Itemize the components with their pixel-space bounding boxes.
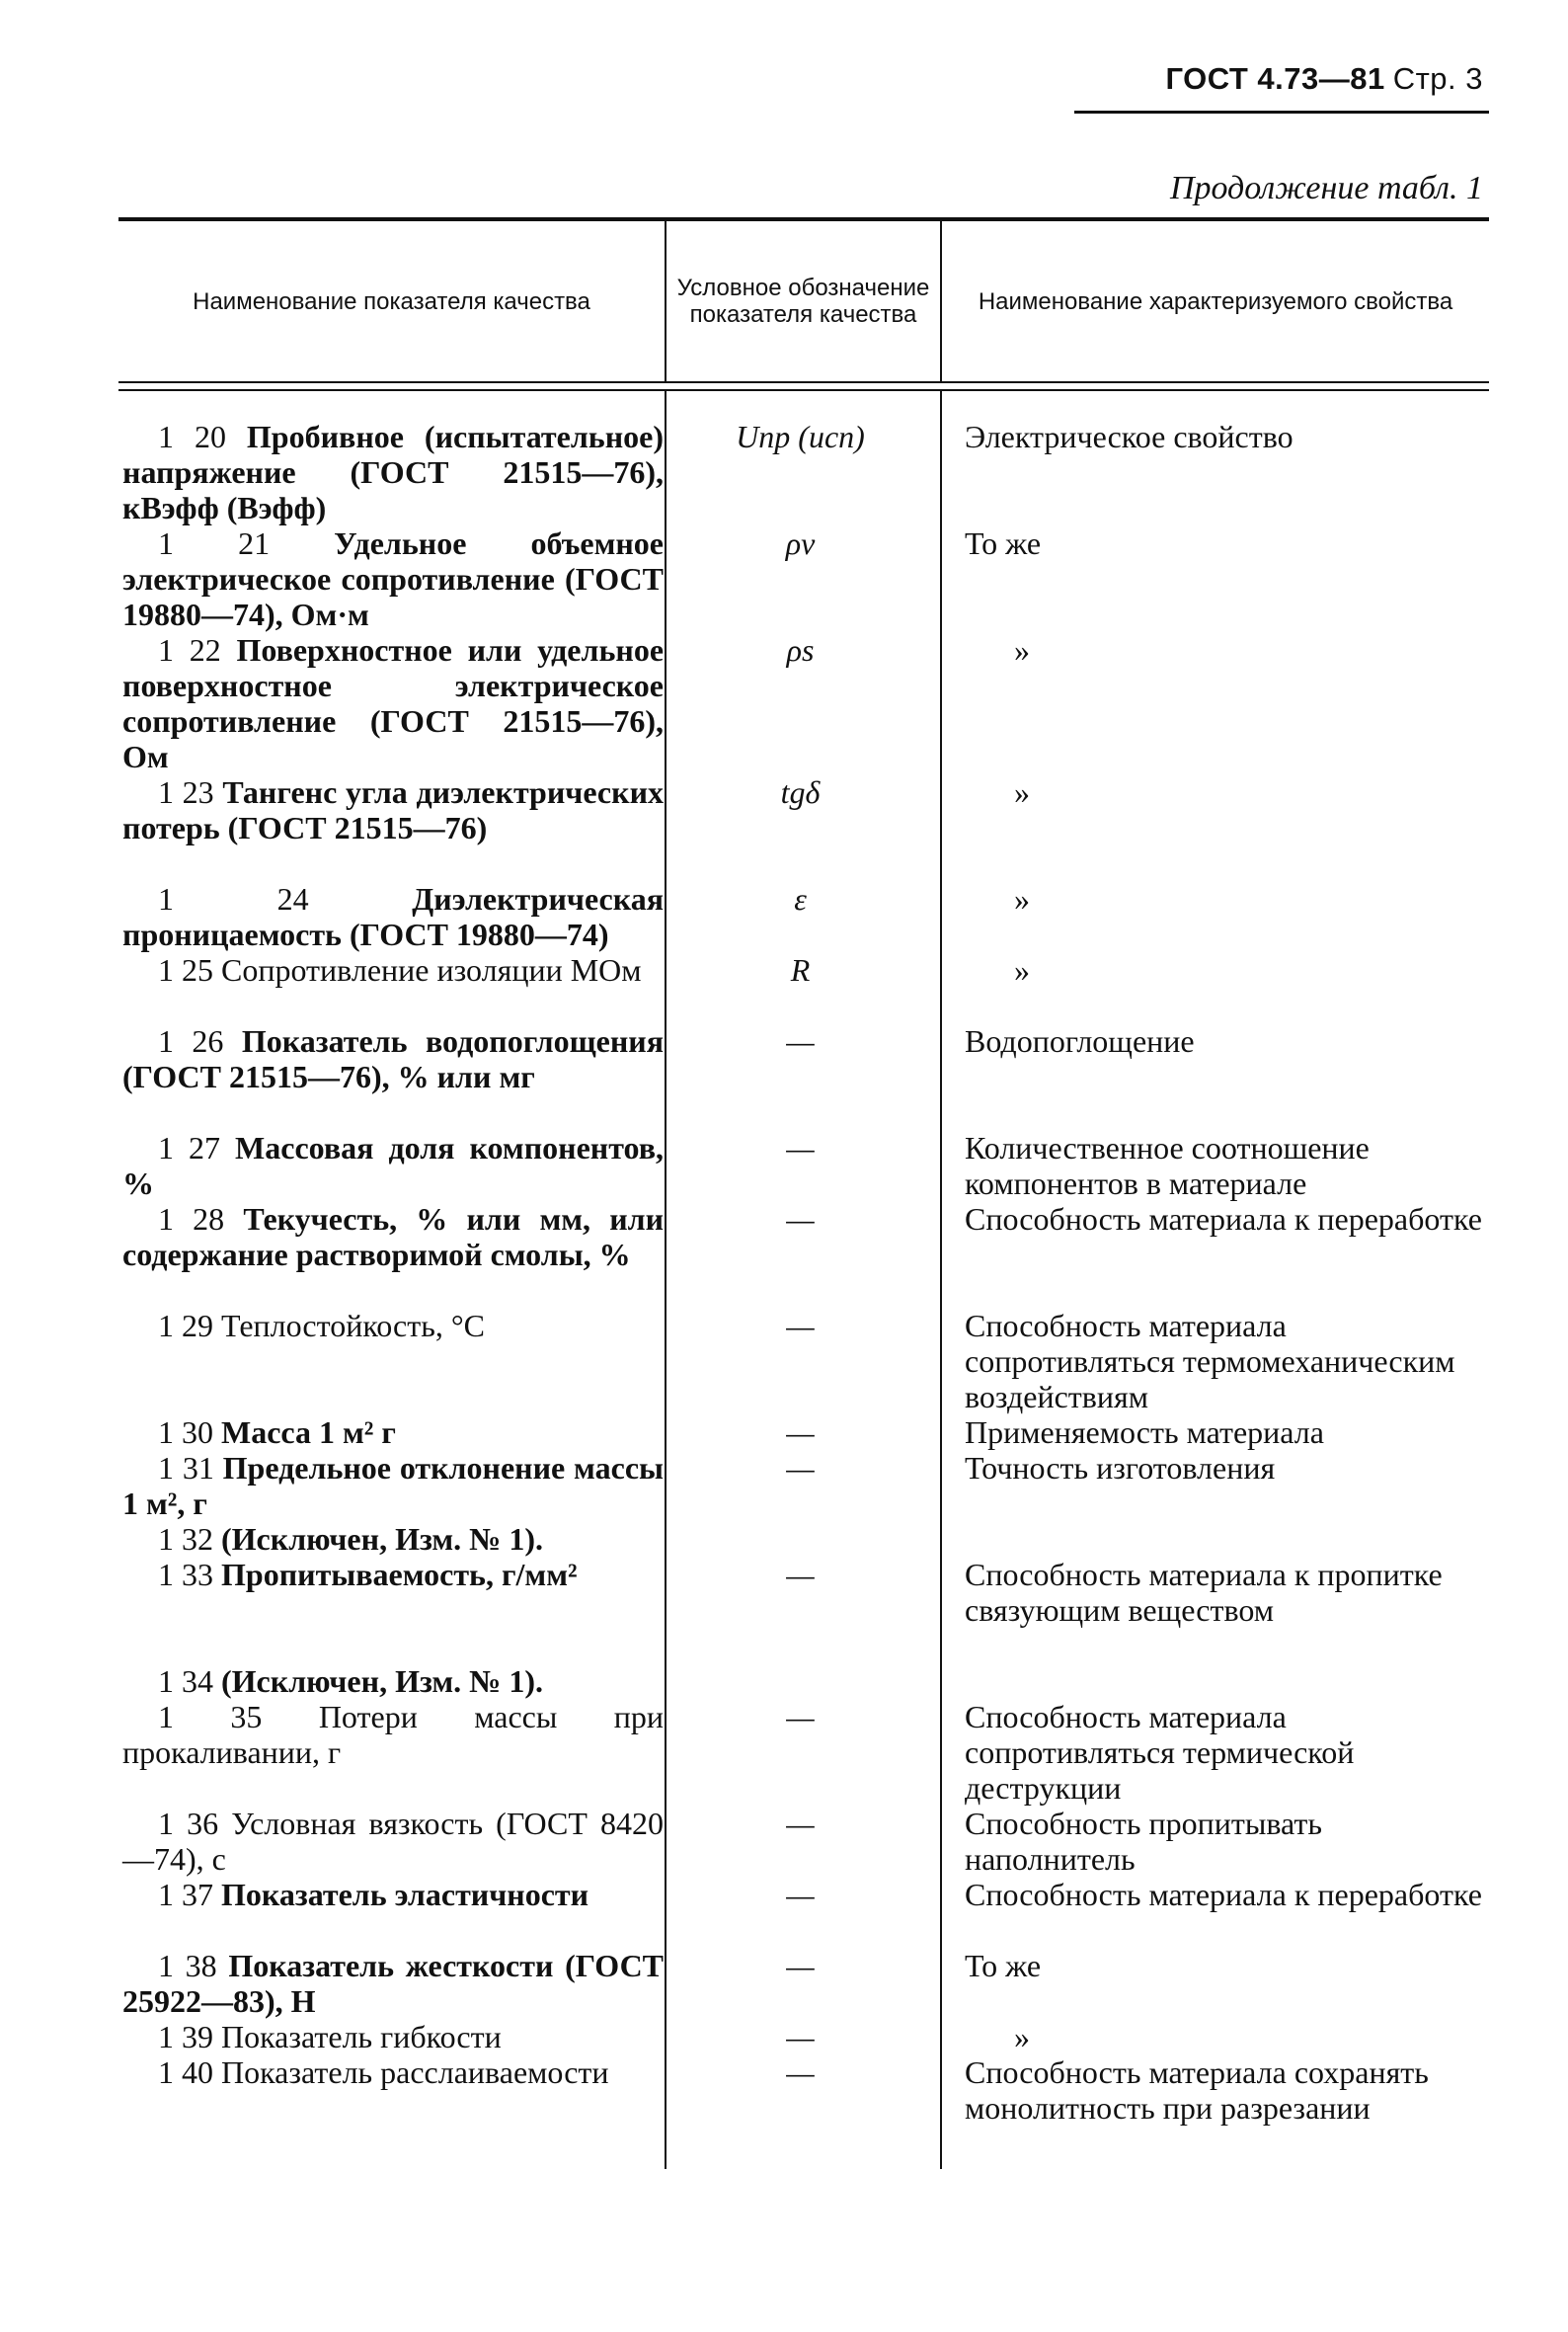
row-name-text: (Исключен, Изм. № 1).	[221, 1663, 543, 1699]
row-number: 1 28	[158, 1201, 225, 1237]
page-number: Стр. 3	[1392, 61, 1483, 96]
row-number: 1 35	[158, 1699, 263, 1734]
row-name-text: Массовая доля компонентов, %	[122, 1130, 664, 1201]
row-number: 1 33	[158, 1557, 213, 1592]
indicator-name	[118, 1521, 664, 1557]
property-cell: Способность материала сопротивляться термической деструкции	[965, 1699, 1355, 1806]
table-row	[118, 1521, 1489, 1557]
column-header-symbol: Условное обозначение показателя качества	[676, 275, 930, 328]
row-number: 1 38	[158, 1948, 217, 1983]
table-row	[118, 419, 1489, 525]
table-row	[118, 1450, 1489, 1521]
property-cell: То же	[965, 1948, 1042, 1983]
property-cell: Способность материала к переработке	[965, 1877, 1482, 1912]
table-row	[118, 1023, 1489, 1130]
row-number: 1 34	[158, 1663, 213, 1699]
symbol-cell: —	[786, 1414, 815, 1450]
row-name-text: Теплостойкость, °С	[221, 1308, 485, 1343]
symbol-cell: —	[786, 1877, 815, 1912]
column-header-name: Наименование показателя качества	[193, 287, 590, 315]
row-number: 1 29	[158, 1308, 213, 1343]
row-name-text: Потери массы при прокаливании, г	[122, 1699, 665, 1770]
table-row	[118, 1948, 1489, 2019]
row-name-text: Показатель расслаиваемости	[221, 2054, 609, 2090]
property-cell: Электрическое свойство	[965, 419, 1294, 454]
symbol-cell: —	[786, 2054, 815, 2090]
indicator-name	[118, 881, 664, 952]
symbol-cell	[664, 1521, 937, 1557]
row-number: 1 39	[158, 2019, 213, 2054]
row-name-text: Тангенс угла диэлектрических потерь (ГОСТ 21515—76)	[122, 774, 665, 845]
row-number: 1 22	[158, 632, 221, 668]
symbol-cell	[664, 1663, 937, 1699]
table-row	[118, 1806, 1489, 1877]
indicator-name	[118, 1130, 664, 1201]
symbol-cell: R	[790, 952, 811, 988]
symbol-cell: —	[786, 1308, 815, 1343]
row-number: 1 26	[158, 1023, 224, 1059]
page-header	[1165, 61, 1483, 97]
indicator-name	[118, 1414, 664, 1450]
symbol-cell: ρv	[785, 525, 816, 561]
symbol-cell: —	[786, 1557, 815, 1592]
row-name-text: Показатель жесткости (ГОСТ 25922—83), Н	[122, 1948, 665, 2019]
table-row	[118, 1201, 1489, 1308]
row-name-text: Показатель водопоглощения (ГОСТ 21515—76), % или мг	[122, 1023, 665, 1094]
symbol-cell: —	[786, 1450, 815, 1486]
row-number: 1 20	[158, 419, 226, 454]
table-row	[118, 1877, 1489, 1948]
column-header-property: Наименование характеризуемого свойства	[978, 287, 1453, 315]
row-name-text: (Исключен, Изм. № 1).	[221, 1521, 543, 1557]
row-number: 1 40	[158, 2054, 213, 2090]
table-row	[118, 952, 1489, 1023]
indicator-name	[118, 525, 664, 632]
property-cell: Количественное соотношение компонентов в материале	[965, 1130, 1370, 1201]
indicator-name	[118, 1023, 664, 1130]
symbol-cell: —	[786, 1699, 815, 1734]
continuation-label: Продолжение табл. 1	[1169, 170, 1483, 206]
indicator-name	[118, 1201, 664, 1308]
property-cell-wrap	[937, 881, 1488, 952]
property-cell: Способность материала сохранять монолитность при разрезании	[965, 2054, 1429, 2126]
property-cell: Применяемость материала	[965, 1414, 1324, 1450]
row-name-text: Сопротивление изоляции МОм	[221, 952, 642, 988]
row-name-text: Пропитываемость, г/мм²	[221, 1557, 578, 1592]
row-number: 1 31	[158, 1450, 214, 1486]
symbol-cell: ρs	[786, 632, 815, 668]
indicator-name	[118, 632, 664, 774]
property-cell: Точность изготовления	[965, 1450, 1276, 1486]
property-cell: То же	[965, 525, 1042, 561]
indicator-name	[118, 419, 664, 525]
row-name-text: Показатель эластичности	[221, 1877, 589, 1912]
row-name-text: Показатель гибкости	[221, 2019, 502, 2054]
table-row	[118, 774, 1489, 881]
indicator-name	[118, 1308, 664, 1414]
row-number: 1 37	[158, 1877, 213, 1912]
doc-number: ГОСТ 4.73—81	[1165, 61, 1385, 96]
row-number: 1 27	[158, 1130, 221, 1166]
property-cell-wrap	[937, 2019, 1488, 2054]
symbol-cell: —	[786, 1130, 815, 1166]
row-number: 1 32	[158, 1521, 213, 1557]
row-name-text: Масса 1 м² г	[221, 1414, 396, 1450]
row-name-text: Пробивное (испытательное) напряжение (ГОСТ 21515—76), кВэфф (Вэфф)	[122, 419, 664, 525]
property-cell-wrap	[937, 952, 1488, 1023]
table-row	[118, 1557, 1489, 1663]
table-row	[118, 1308, 1489, 1414]
row-number: 1 23	[158, 774, 214, 810]
property-cell: Водопоглощение	[965, 1023, 1195, 1059]
property-cell: »	[1014, 881, 1030, 917]
row-number: 1 21	[158, 525, 271, 561]
property-cell: »	[1014, 2019, 1030, 2054]
symbol-cell: —	[786, 1948, 815, 1983]
table-header-rule-2	[118, 389, 1489, 391]
indicator-name	[118, 774, 664, 881]
row-number: 1 25	[158, 952, 213, 988]
symbol-cell: —	[786, 1806, 815, 1841]
property-cell	[937, 1663, 1488, 1699]
symbol-cell: —	[786, 2019, 815, 2054]
row-name-text: Условная вязкость (ГОСТ 8420—74), с	[122, 1806, 665, 1877]
property-cell-wrap	[937, 632, 1488, 774]
property-cell: Способность материала сопротивляться термомеханическим воздействиям	[965, 1308, 1455, 1414]
indicator-name	[118, 1877, 664, 1948]
property-cell: »	[1014, 952, 1030, 988]
table-row	[118, 2019, 1489, 2054]
indicator-name	[118, 952, 664, 1023]
row-name-text: Текучесть, % или мм, или содержание растворимой смолы, %	[122, 1201, 665, 1272]
property-cell	[937, 1521, 1488, 1557]
table-header-rule	[118, 381, 1489, 383]
indicator-name	[118, 1663, 664, 1699]
symbol-cell: tgδ	[780, 774, 821, 810]
indicator-name	[118, 1450, 664, 1521]
symbol-cell: ε	[794, 881, 807, 917]
row-number: 1 24	[158, 881, 309, 917]
row-name-text: Удельное объемное электрическое сопротивление (ГОСТ 19880—74), Ом·м	[122, 525, 664, 632]
indicator-name	[118, 1557, 664, 1663]
row-name-text: Предельное отклонение массы 1 м², г	[122, 1450, 664, 1521]
property-cell-wrap	[937, 774, 1488, 881]
table-row	[118, 632, 1489, 774]
indicator-name	[118, 1948, 664, 2019]
symbol-cell: —	[786, 1023, 815, 1059]
row-name-text: Поверхностное или удельное поверхностное электрическое сопротивление (ГОСТ 21515—76), Ом	[122, 632, 665, 774]
symbol-cell: Uпр (исп)	[736, 419, 865, 454]
property-cell: »	[1014, 632, 1030, 668]
indicator-name	[118, 2019, 664, 2054]
table-row	[118, 1663, 1489, 1699]
table-row	[118, 1414, 1489, 1450]
property-cell: Способность материала к пропитке связующим веществом	[965, 1557, 1443, 1628]
indicator-name	[118, 2054, 664, 2161]
property-cell: »	[1014, 774, 1030, 810]
table-row	[118, 1130, 1489, 1201]
property-cell: Способность пропитывать наполнитель	[965, 1806, 1322, 1877]
row-name-text: Диэлектрическая проницаемость (ГОСТ 19880—74)	[122, 881, 664, 952]
table-row	[118, 881, 1489, 952]
table-row	[118, 525, 1489, 632]
indicator-name	[118, 1699, 664, 1806]
table-body	[118, 419, 1489, 2161]
row-number: 1 36	[158, 1806, 219, 1841]
indicator-name	[118, 1806, 664, 1877]
symbol-cell: —	[786, 1201, 815, 1237]
row-number: 1 30	[158, 1414, 213, 1450]
table-row	[118, 1699, 1489, 1806]
header-rule	[1074, 111, 1489, 114]
property-cell: Способность материала к переработке	[965, 1201, 1482, 1237]
table-row	[118, 2054, 1489, 2161]
